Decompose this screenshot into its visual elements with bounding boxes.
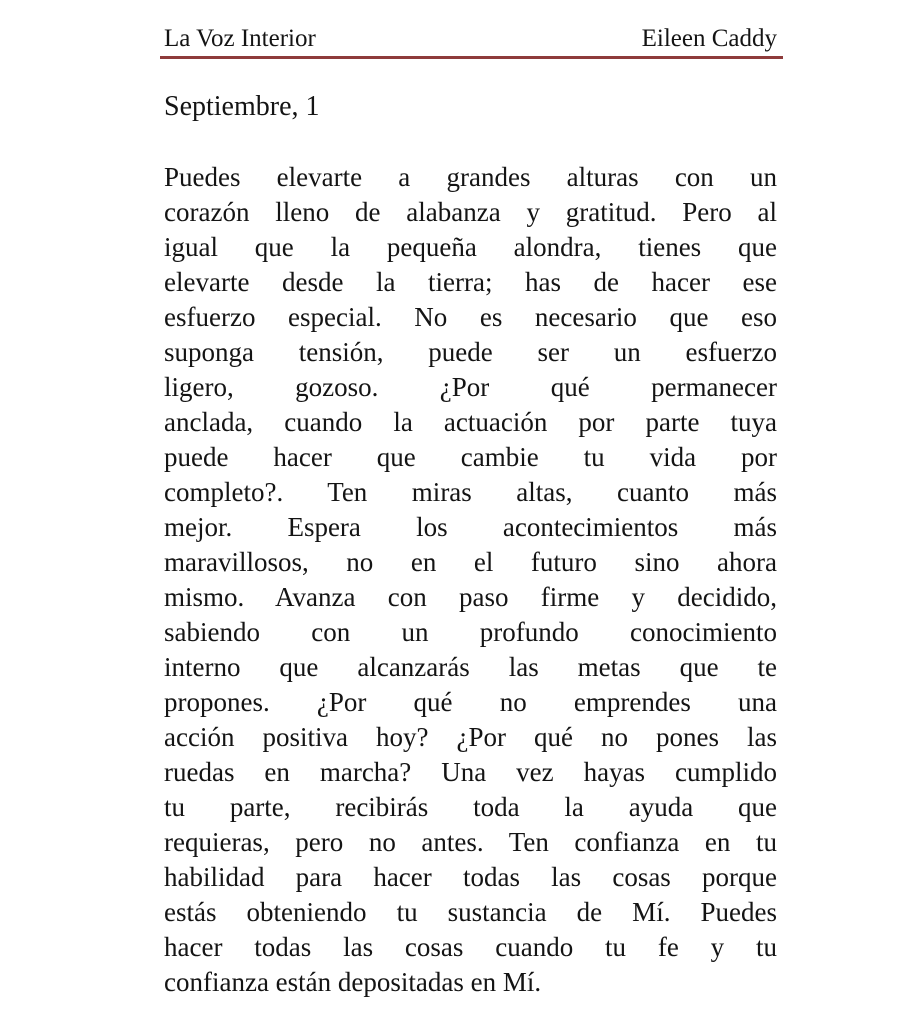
- paragraph-line: mejor. Espera los acontecimientos más: [164, 512, 777, 542]
- entry-paragraph: [164, 160, 777, 1000]
- running-header: [164, 24, 777, 54]
- paragraph-line: tu parte, recibirás toda la ayuda que: [164, 792, 777, 822]
- paragraph-line: maravillosos, no en el futuro sino ahora: [164, 547, 777, 577]
- paragraph-line: acción positiva hoy? ¿Por qué no pones las: [164, 722, 777, 752]
- book-title: La Voz Interior: [164, 25, 316, 52]
- paragraph-line: mismo. Avanza con paso firme y decidido,: [164, 582, 777, 612]
- paragraph-line: requieras, pero no antes. Ten confianza en tu: [164, 827, 777, 857]
- paragraph-line: estás obteniendo tu sustancia de Mí. Puedes: [164, 897, 777, 927]
- paragraph-line: puede hacer que cambie tu vida por: [164, 442, 777, 472]
- paragraph-line: ruedas en marcha? Una vez hayas cumplido: [164, 757, 777, 787]
- entry-date-heading: Septiembre, 1: [164, 91, 320, 122]
- paragraph-line: sabiendo con un profundo conocimiento: [164, 617, 777, 647]
- paragraph-line: corazón lleno de alabanza y gratitud. Pero al: [164, 197, 777, 227]
- paragraph-line: esfuerzo especial. No es necesario que eso: [164, 302, 777, 332]
- paragraph-line: anclada, cuando la actuación por parte tuya: [164, 407, 777, 437]
- paragraph-line: propones. ¿Por qué no emprendes una: [164, 687, 777, 717]
- header-rule: [160, 56, 783, 59]
- paragraph-line: ligero, gozoso. ¿Por qué permanecer: [164, 372, 777, 402]
- paragraph-line: elevarte desde la tierra; has de hacer ese: [164, 267, 777, 297]
- paragraph-line: hacer todas las cosas cuando tu fe y tu: [164, 932, 777, 962]
- paragraph-line: interno que alcanzarás las metas que te: [164, 652, 777, 682]
- paragraph-line: completo?. Ten miras altas, cuanto más: [164, 477, 777, 507]
- author-name: Eileen Caddy: [641, 25, 777, 52]
- paragraph-line: igual que la pequeña alondra, tienes que: [164, 232, 777, 262]
- paragraph-line: habilidad para hacer todas las cosas porque: [164, 862, 777, 892]
- paragraph-line: suponga tensión, puede ser un esfuerzo: [164, 337, 777, 367]
- paragraph-line: confianza están depositadas en Mí.: [164, 967, 542, 997]
- paragraph-line: Puedes elevarte a grandes alturas con un: [164, 162, 777, 192]
